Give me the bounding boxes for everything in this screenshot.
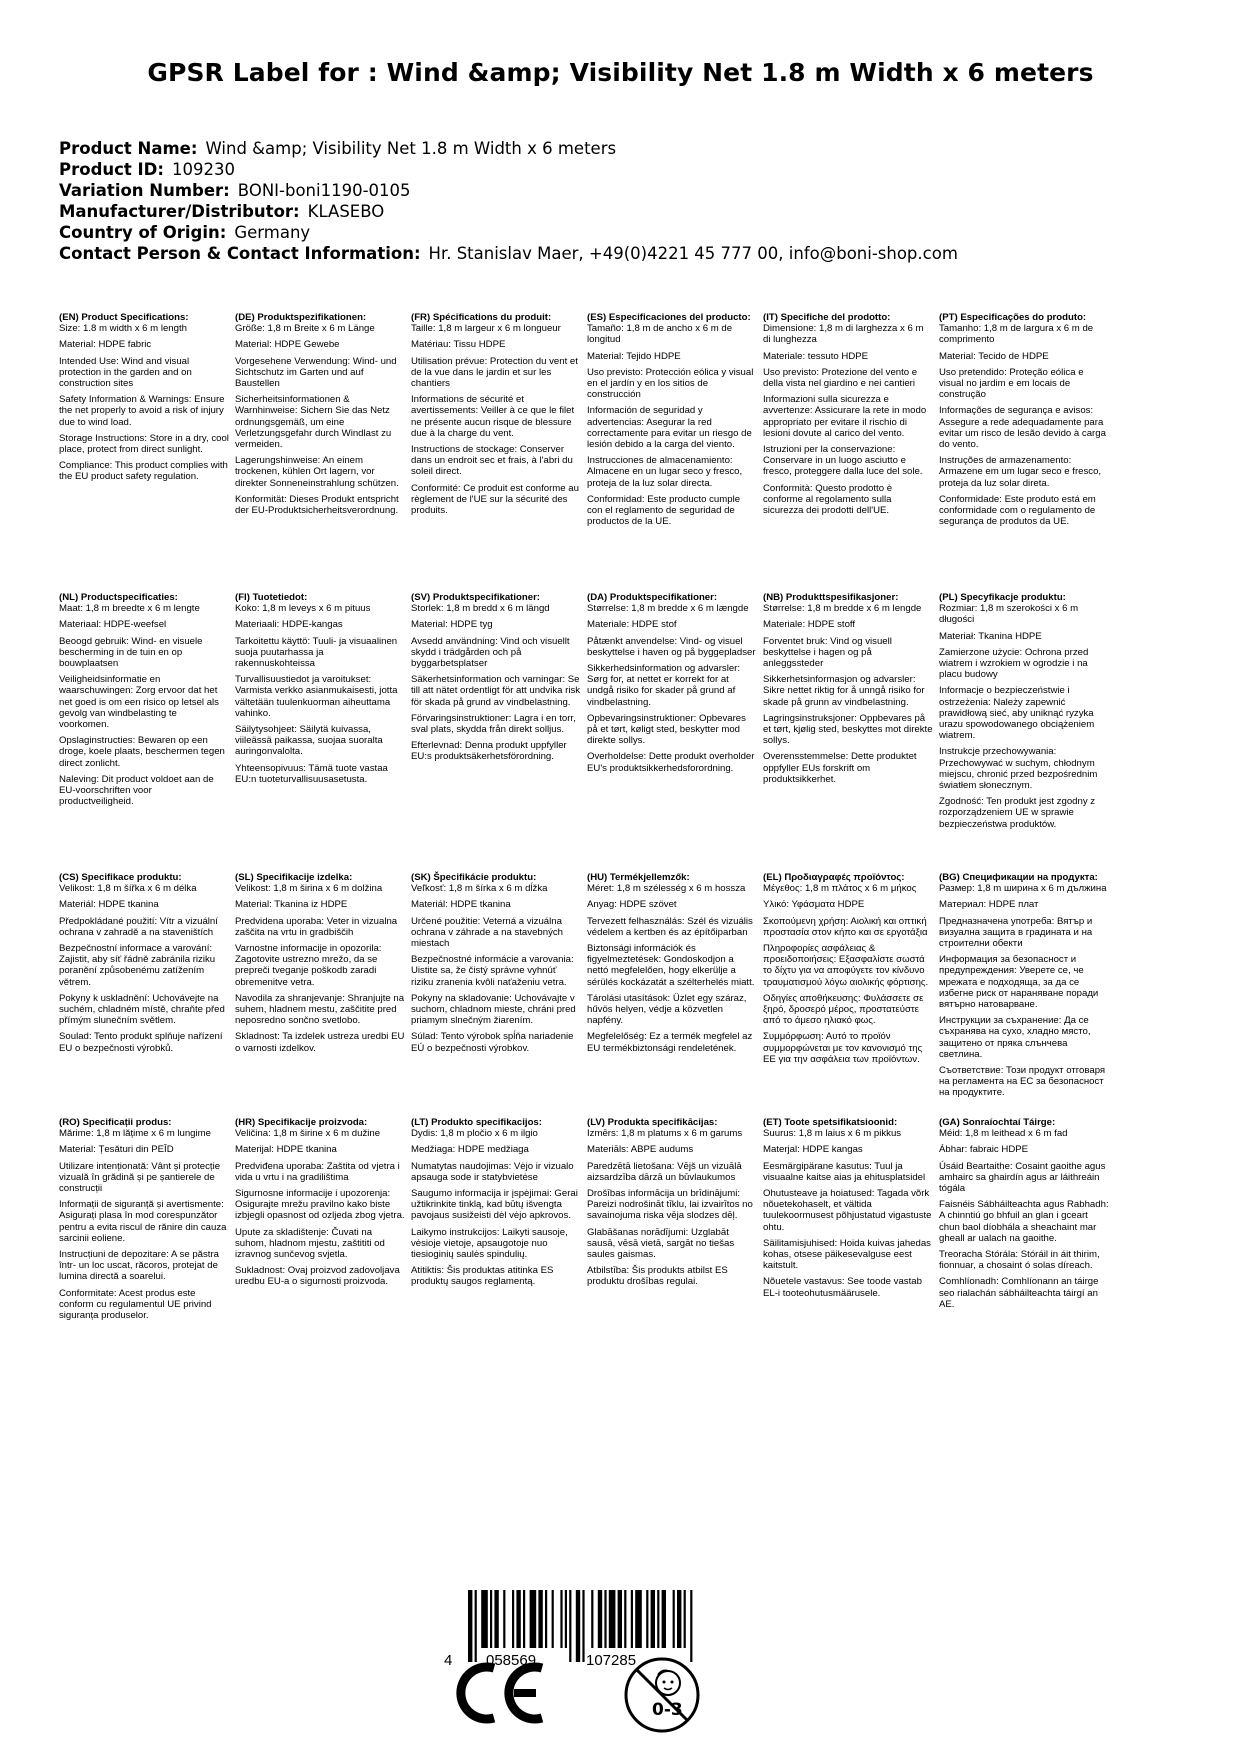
language-paragraph: Conformitate: Acest produs este conform cu regulamentul UE privind siguranța produselor.: [59, 1287, 212, 1322]
barcode-bar: [494, 1590, 498, 1648]
language-paragraph: Predviđena uporaba: Zaštita od vjetra i vida u vrtu i na gradilištima: [235, 1160, 400, 1183]
barcode-digit-3: 107285: [586, 1652, 637, 1669]
info-key: Manufacturer/Distributor:: [59, 202, 300, 221]
language-paragraph: Overensstemmelse: Dette produktet oppfyller EUs forskrift om produktsikkerhet.: [763, 751, 917, 785]
language-block: [939, 592, 1109, 835]
language-paragraph: Materiał: Tkanina HDPE: [939, 630, 1042, 642]
barcode-digit-1: 4: [444, 1652, 453, 1669]
info-value: Hr. Stanislav Maer, +49(0)4221 45 777 00, info@boni-shop.com: [428, 244, 958, 263]
language-paragraph: Informații de siguranță și avertismente: Asigurați plasa în mod corespunzător pentru a evita riscul de rănire din cauza sarcinii eoliene.: [59, 1199, 227, 1244]
language-paragraph: Atitiktis: Šis produktas atitinka ES produktų saugos reglamentą.: [411, 1265, 554, 1288]
barcode-bar: [624, 1590, 626, 1648]
language-paragraph: Utilizare intenționată: Vânt și protecție vizuală în grădină și pe șantierele de construcții: [59, 1160, 221, 1195]
language-paragraph: Opbevaringsinstruktioner: Opbevares på et tørt, køligt sted, beskytter mod direkte sollys.: [587, 712, 746, 747]
language-paragraph: Velikost: 1,8 m šířka x 6 m délka: [59, 883, 197, 895]
barcode-bar: [503, 1590, 505, 1648]
language-paragraph: Instructions de stockage: Conserver dans un endroit sec et frais, à l'abri du soleil direct.: [411, 444, 573, 478]
language-block: [235, 312, 405, 521]
language-paragraph: Uso pretendido: Proteção eólica e visual no jardim e em locais de construção: [939, 366, 1084, 401]
language-block: [235, 872, 405, 1059]
barcode-bar: [618, 1590, 622, 1648]
language-paragraph: Navodila za shranjevanje: Shranjujte na suhem, hladnem mestu, zaščitite pred neposredno sončno svetlobo.: [235, 992, 405, 1027]
language-paragraph: Megfelelőség: Ez a termék megfelel az EU termékbiztonsági rendeletének.: [587, 1031, 753, 1054]
language-paragraph: Οδηγίες αποθήκευσης: Φυλάσσετε σε ξηρό, δροσερό μέρος, προστατεύστε από το άμεσο ηλιακό φως.: [763, 992, 924, 1027]
info-row: [59, 201, 958, 222]
barcode-bar: [662, 1590, 666, 1648]
language-block: [763, 1117, 933, 1304]
language-paragraph: Информация за безопасност и предупреждения: Уверете се, че мрежата е подходяща, за да се избегне риск от нараняване поради вятърно натоварване.: [939, 954, 1099, 1011]
language-paragraph: Material: HDPE tyg: [411, 619, 493, 631]
language-paragraph: Utilisation prévue: Protection du vent et de la vue dans le jardin et sur les chantiers: [411, 355, 578, 390]
barcode-bar: [677, 1590, 681, 1648]
language-paragraph: Safety Information & Warnings: Ensure the net properly to avoid a risk of injury due to wind load.: [59, 394, 225, 428]
language-paragraph: Información de seguridad y advertencias: Asegurar la red correctamente para evitar un riesgo de lesión debido a la carga del viento.: [587, 405, 752, 451]
language-paragraph: Atbilstība: Šis produkts atbilst ES produktu drošības regulai.: [587, 1265, 728, 1288]
language-block: [587, 312, 757, 532]
info-key: Product Name:: [59, 139, 198, 158]
language-paragraph: Materiaali: HDPE-kangas: [235, 619, 343, 631]
language-paragraph: Soulad: Tento produkt splňuje nařízení EU o bezpečnosti výrobků.: [59, 1031, 223, 1054]
barcode-bar: [552, 1590, 554, 1648]
info-value: KLASEBO: [307, 202, 385, 221]
barcode-bar: [490, 1590, 492, 1648]
language-paragraph: Storlek: 1,8 m bredd x 6 m längd: [411, 603, 550, 615]
language-paragraph: Conformidade: Este produto está em conformidade com o regulamento de segurança de produtos da UE.: [939, 493, 1096, 528]
language-heading: (HR) Specifikacije proizvoda:: [235, 1117, 368, 1128]
language-paragraph: Maat: 1,8 m breedte x 6 m lengte: [59, 603, 200, 615]
language-paragraph: Instrukcje przechowywania: Przechowywać w suchym, chłodnym miejscu, chronić przed bezpośrednim światłem słonecznym.: [939, 746, 1098, 792]
language-paragraph: Πληροφορίες ασφάλειας & προειδοποιήσεις: Εξασφαλίστε σωστά το δίχτυ για να αποφύγετε τον κίνδυνο τραυματισμού λόγω αιολικής φόρτισης.: [763, 943, 929, 988]
barcode-bar: [560, 1590, 562, 1648]
info-row: [59, 243, 958, 264]
barcode-bar: [635, 1590, 642, 1648]
language-block: [411, 872, 581, 1059]
language-paragraph: Размер: 1,8 m ширина x 6 m дължина: [939, 883, 1107, 895]
language-paragraph: Méid: 1,8 m leithead x 6 m fad: [939, 1128, 1068, 1140]
language-paragraph: Istruzioni per la conservazione: Conservare in un luogo asciutto e fresco, proteggere dalla luce del sole.: [763, 444, 923, 478]
language-block: [763, 312, 933, 521]
language-paragraph: Rozmiar: 1,8 m szerokości x 6 m długości: [939, 603, 1079, 626]
language-heading: (SK) Špecifikácie produktu:: [411, 872, 537, 883]
language-paragraph: Anyag: HDPE szövet: [587, 899, 677, 911]
age-warning-0-3-icon: [622, 1655, 702, 1735]
language-paragraph: Instrucciones de almacenamiento: Almacene en un lugar seco y fresco, proteja de la luz solar directa.: [587, 455, 743, 489]
language-paragraph: Opslaginstructies: Bewaren op een droge, koele plaats, beschermen tegen direct zonlicht.: [59, 735, 225, 769]
language-heading: (NL) Productspecificaties:: [59, 592, 178, 603]
language-heading: (SL) Specifikacije izdelka:: [235, 872, 353, 883]
language-paragraph: Upute za skladištenje: Čuvati na suhom, hladnom mjestu, zaštititi od izravnog sunčevog svjetla.: [235, 1226, 385, 1261]
language-paragraph: Dydis: 1,8 m pločio x 6 m ilgio: [411, 1128, 538, 1140]
language-paragraph: Veiligheidsinformatie en waarschuwingen: Zorg ervoor dat het net goed is om een risico op letsel als gevolg van windbelasting te voorkomen.: [59, 674, 219, 731]
language-paragraph: Taille: 1,8 m largeur x 6 m longueur: [411, 323, 561, 335]
barcode-bar: [468, 1590, 472, 1662]
language-paragraph: Материал: HDPE плат: [939, 899, 1039, 911]
language-paragraph: Conformità: Questo prodotto è conforme al regolamento sulla sicurezza dei prodotti dell'UE.: [763, 482, 893, 517]
language-paragraph: Størrelse: 1,8 m bredde x 6 m lengde: [763, 603, 922, 615]
language-heading: (PT) Especificações do produto:: [939, 312, 1087, 323]
language-paragraph: Σκοπούμενη χρήση: Αιολική και οπτική προστασία στον κήπο και σε εργοτάξια: [763, 915, 928, 938]
barcode-bar: [631, 1590, 633, 1648]
language-paragraph: Съответствие: Този продукт отговаря на регламента на ЕС за безопасност на продуктите.: [939, 1065, 1106, 1099]
language-block: [235, 1117, 405, 1293]
barcode-bar: [565, 1590, 567, 1648]
language-paragraph: Uso previsto: Protección eólica y visual en el jardín y en los sitios de construcción: [587, 366, 754, 401]
language-paragraph: Saugumo informacija ir įspėjimai: Gerai užtikrinkite tinklą, kad būtų išvengta pavojaus susižeisti dėl vėjo apkrovos.: [411, 1188, 578, 1222]
language-paragraph: Tarkoitettu käyttö: Tuuli- ja visuaalinen suoja puutarhassa ja rakennuskohteissa: [235, 635, 398, 670]
product-info: [59, 138, 958, 264]
language-paragraph: Предназначена употреба: Вятър и визуална защита в градината и на строителни обекти: [939, 915, 1093, 950]
language-paragraph: Veľkosť: 1,8 m šírka x 6 m dĺžka: [411, 883, 548, 895]
barcode-bar: [651, 1590, 655, 1648]
language-block: [235, 592, 405, 790]
language-paragraph: Méret: 1,8 m szélesség x 6 m hossza: [587, 883, 746, 895]
language-paragraph: Tamanho: 1,8 m de largura x 6 m de comprimento: [939, 323, 1094, 346]
language-paragraph: Koko: 1,8 m leveys x 6 m pituus: [235, 603, 371, 615]
language-paragraph: Tamaño: 1,8 m de ancho x 6 m de longitud: [587, 323, 733, 346]
language-paragraph: Material: HDPE fabric: [59, 339, 152, 351]
language-block: [939, 872, 1109, 1104]
language-heading: (FR) Spécifications du produit:: [411, 312, 552, 323]
language-paragraph: Sikkerhetsinformasjon og advarsler: Sikre nettet riktig for å unngå risiko for skade på grunn av vindbelastning.: [763, 674, 925, 708]
language-paragraph: Izmērs: 1,8 m platums x 6 m garums: [587, 1128, 743, 1140]
page-title: GPSR Label for : Wind &amp; Visibility Net 1.8 m Width x 6 meters: [147, 58, 1094, 87]
language-block: [587, 592, 757, 779]
language-block: [59, 1117, 229, 1326]
language-paragraph: Informations de sécurité et avertissements: Veiller à ce que le filet ne présente aucun risque de blessure due à la charge du vent.: [411, 394, 575, 439]
language-heading: (LV) Produkta specifikācijas:: [587, 1117, 718, 1128]
language-block: [59, 312, 229, 488]
language-paragraph: Uso previsto: Protezione del vento e della vista nel giardino e nei cantieri: [763, 366, 918, 390]
language-paragraph: Súlad: Tento výrobok spĺňa nariadenie EÚ o bezpečnosti výrobkov.: [411, 1031, 574, 1054]
language-heading: (DA) Produktspecifikationer:: [587, 592, 718, 603]
language-paragraph: Size: 1.8 m width x 6 m length: [59, 323, 187, 335]
language-paragraph: Materiál: HDPE tkanina: [59, 899, 159, 911]
info-value: Wind &amp; Visibility Net 1.8 m Width x 6 meters: [205, 139, 617, 158]
language-paragraph: Suurus: 1,8 m laius x 6 m pikkus: [763, 1128, 902, 1140]
barcode-bar: [475, 1590, 477, 1662]
language-paragraph: Förvaringsinstruktioner: Lagra i en torr, sval plats, skydda från direkt solljus.: [411, 712, 576, 736]
language-paragraph: Materijal: HDPE tkanina: [235, 1144, 337, 1156]
language-paragraph: Dimensione: 1,8 m di larghezza x 6 m di lunghezza: [763, 323, 924, 346]
language-paragraph: Materjal: HDPE kangas: [763, 1144, 863, 1156]
language-paragraph: Forventet bruk: Vind og visuell beskyttelse i hagen og på anleggssteder: [763, 635, 892, 670]
barcode-bar: [598, 1590, 602, 1648]
language-paragraph: Pokyny na skladovanie: Uchovávajte v suchom, chladnom mieste, chráni pred priamym slnečným žiarením.: [411, 992, 576, 1027]
language-paragraph: Material: HDPE Gewebe: [235, 339, 340, 351]
language-paragraph: Materiale: HDPE stoff: [763, 619, 856, 631]
language-block: [939, 312, 1109, 532]
barcode-bar: [481, 1590, 488, 1648]
language-paragraph: Säilitamisjuhised: Hoida kuivas jahedas kohas, otsese päikesevalguse eest kaitstult.: [763, 1237, 931, 1272]
language-block: [763, 872, 933, 1070]
language-paragraph: Efterlevnad: Denna produkt uppfyller EU:s produktsäkerhetsförordning.: [411, 740, 567, 763]
language-paragraph: Mărime: 1,8 m lățime x 6 m lungime: [59, 1128, 211, 1140]
language-paragraph: Zamierzone użycie: Ochrona przed wiatrem i wzrokiem w ogrodzie i na placu budowy: [939, 646, 1089, 681]
language-heading: (SV) Produktspecifikationer:: [411, 592, 541, 603]
language-paragraph: Skladnost: Ta izdelek ustreza uredbi EU o varnosti izdelkov.: [235, 1031, 405, 1054]
language-paragraph: Vorgesehene Verwendung: Wind- und Sichtschutz im Garten und auf Baustellen: [235, 355, 397, 390]
language-block: [587, 1117, 757, 1293]
language-paragraph: Laikymo instrukcijos: Laikyti sausoje, vėsioje vietoje, apsaugotoje nuo tiesioginių saulės spindulių.: [411, 1226, 568, 1261]
language-paragraph: Materiál: HDPE tkanina: [411, 899, 511, 911]
language-paragraph: Säilytysohjeet: Säilytä kuivassa, viileässä paikassa, suojaa suoralta auringonvalolta.: [235, 724, 383, 758]
barcode-bar: [657, 1590, 659, 1648]
language-paragraph: Υλικό: Υφάσματα HDPE: [763, 899, 865, 911]
barcode-bar: [545, 1590, 547, 1648]
language-paragraph: Konformität: Dieses Produkt entspricht der EU-Produktsicherheitsverordnung.: [235, 493, 399, 517]
language-paragraph: Intended Use: Wind and visual protection in the garden and on construction sites: [59, 355, 192, 390]
language-block: [411, 592, 581, 768]
language-paragraph: Sigurnosne informacije i upozorenja: Osigurajte mrežu pravilno kako biste izbjegli opasnost od ozljeda zbog vjetra.: [235, 1188, 405, 1222]
language-paragraph: Conformité: Ce produit est conforme au règlement de l'UE sur la sécurité des produits.: [411, 482, 579, 517]
language-paragraph: Zgodność: Ten produkt jest zgodny z rozporządzeniem UE w sprawie bezpieczeństwa produktów.: [939, 796, 1096, 830]
language-paragraph: Comhlíonadh: Comhlíonann an táirge seo rialachán sábháilteachta táirgí an AE.: [939, 1276, 1099, 1310]
language-block: [411, 312, 581, 521]
barcode-bar: [530, 1590, 537, 1648]
language-heading: (IT) Specifiche del prodotto:: [763, 312, 891, 323]
barcode-bar: [576, 1590, 580, 1662]
language-paragraph: Storage Instructions: Store in a dry, cool place, protect from direct sunlight.: [59, 432, 229, 456]
language-paragraph: Drošības informācija un brīdinājumi: Pareizi nodrošināt tīklu, lai izvairītos no savainojuma riska vēja slodzes dēļ.: [587, 1188, 753, 1222]
language-paragraph: Paredzētā lietošana: Vējš un vizuālā aizsardzība dārzā un būvlaukumos: [587, 1160, 742, 1183]
barcode-bar: [569, 1590, 571, 1662]
language-paragraph: Eesmärgipärane kasutus: Tuul ja visuaalne kaitse aias ja ehitusplatsidel: [763, 1160, 926, 1183]
info-row: [59, 222, 958, 243]
language-paragraph: Tervezett felhasználás: Szél és vizuális védelem a kertben és az építőiparban: [587, 915, 753, 938]
language-paragraph: Medžiaga: HDPE medžiaga: [411, 1144, 529, 1156]
language-paragraph: Treoracha Stórála: Stóráil in áit thirim, fionnuar, a chosaint ó solas díreach.: [939, 1249, 1100, 1272]
info-row: [59, 138, 958, 159]
barcode-bar: [582, 1590, 584, 1662]
barcode-bar: [516, 1590, 520, 1648]
language-paragraph: Predvidena uporaba: Veter in vizualna zaščita na vrtu in gradbiščih: [235, 915, 398, 938]
barcode-bar: [591, 1590, 593, 1648]
language-heading: (PL) Specyfikacje produktu:: [939, 592, 1066, 603]
language-paragraph: Beoogd gebruik: Wind- en visuele bescherming in de tuin en op bouwplaatsen: [59, 635, 203, 670]
info-key: Country of Origin:: [59, 223, 227, 242]
language-paragraph: Matériau: Tissu HDPE: [411, 339, 506, 351]
language-paragraph: Velikost: 1,8 m širina x 6 m dolžina: [235, 883, 383, 895]
language-paragraph: Lagringsinstruksjoner: Oppbevares på et tørt, kjølig sted, beskyttes mot direkte sollys.: [763, 712, 933, 747]
language-paragraph: Material: Tejido HDPE: [587, 350, 681, 362]
language-heading: (ES) Especificaciones del producto:: [587, 312, 751, 323]
language-heading: (FI) Tuotetiedot:: [235, 592, 308, 603]
info-value: Germany: [234, 223, 311, 242]
info-key: Variation Number:: [59, 181, 230, 200]
info-key: Contact Person & Contact Information:: [59, 244, 421, 263]
language-block: [59, 592, 229, 812]
language-paragraph: Ohutusteave ja hoiatused: Tagada võrk nõuetekohaselt, et vältida tuulekoormusest põhjustatud vigastuste ohtu.: [763, 1188, 932, 1233]
language-paragraph: Sicherheitsinformationen & Warnhinweise: Sichern Sie das Netz ordnungsgemäß, um eine Verletzungsgefahr durch Windlast zu vermeiden.: [235, 394, 392, 451]
language-paragraph: Yhteensopivuus: Tämä tuote vastaa EU:n tuoteturvallisuusasetusta.: [235, 762, 388, 785]
language-paragraph: Material: Tecido de HDPE: [939, 350, 1049, 362]
language-paragraph: Materiale: tessuto HDPE: [763, 350, 869, 362]
language-paragraph: Naleving: Dit product voldoet aan de EU-voorschriften voor productveiligheid.: [59, 773, 214, 808]
barcode-bar: [604, 1590, 606, 1648]
language-heading: (RO) Specificații produs:: [59, 1117, 172, 1128]
language-heading: (LT) Produkto specifikacijos:: [411, 1117, 542, 1128]
info-key: Product ID:: [59, 160, 164, 179]
language-paragraph: Ábhar: fabraic HDPE: [939, 1144, 1029, 1156]
language-heading: (EL) Προδιαγραφές προϊόντος:: [763, 872, 905, 883]
language-paragraph: Overholdelse: Dette produkt overholder EU's produktsikkerhedsforordning.: [587, 751, 755, 774]
language-paragraph: Bezpečnostné informácie a varovania: Uistite sa, že čistý správne vyhnúť riziku zranenia kvôli naťaženiu vetra.: [411, 954, 574, 988]
language-heading: (DE) Produktspezifikationen:: [235, 312, 367, 323]
language-paragraph: Lagerungshinweise: An einem trockenen, kühlen Ort lagern, vor direkter Sonneneinstrahlung schützen.: [235, 455, 399, 489]
language-heading: (NB) Produkttspesifikasjoner:: [763, 592, 899, 603]
language-paragraph: Sukladnost: Ovaj proizvod zadovoljava uredbu EU-a o sigurnosti proizvoda.: [235, 1265, 400, 1288]
language-paragraph: Materiāls: ABPE audums: [587, 1144, 694, 1156]
language-paragraph: Größe: 1,8 m Breite x 6 m Länge: [235, 323, 375, 335]
barcode-bar: [684, 1590, 686, 1648]
info-row: [59, 159, 958, 180]
info-value: 109230: [171, 160, 235, 179]
language-heading: (CS) Specifikace produktu:: [59, 872, 182, 883]
info-value: BONI-boni1190-0105: [237, 181, 411, 200]
barcode-digit-2: 058569: [486, 1652, 537, 1669]
language-block: [763, 592, 933, 790]
barcode-bar: [690, 1590, 692, 1662]
barcode-bar: [512, 1590, 514, 1648]
language-paragraph: Material: Tkanina iz HDPE: [235, 899, 348, 911]
language-paragraph: Størrelse: 1,8 m bredde x 6 m længde: [587, 603, 749, 615]
language-paragraph: Påtænkt anvendelse: Vind- og visuel beskyttelse i haven og på byggepladser: [587, 635, 756, 658]
language-paragraph: Instruções de armazenamento: Armazene em um lugar seco e fresco, proteja da luz solar direta.: [939, 455, 1102, 489]
language-block: [411, 1117, 581, 1293]
language-paragraph: Varnostne informacije in opozorila: Zagotovite ustrezno mrežo, da se prepreči tveganje poškodb zaradi obremenitve vetra.: [235, 943, 382, 988]
barcode-bar: [673, 1590, 675, 1648]
language-paragraph: Numatytas naudojimas: Vėjo ir vizualo apsauga sode ir statybvietėse: [411, 1160, 574, 1183]
language-paragraph: Materiale: HDPE stof: [587, 619, 677, 631]
language-paragraph: Sikkerhedsinformation og advarsler: Sørg for, at nettet er korrekt for at undgå risiko for skader på grund af vindbelastning.: [587, 663, 741, 708]
language-paragraph: Säkerhetsinformation och varningar: Se till att nätet ordentligt för att undvika risk för skada på grund av vindbelastning.: [411, 674, 581, 708]
language-paragraph: Conformidad: Este producto cumple con el reglamento de seguridad de productos de la UE.: [587, 493, 741, 528]
language-paragraph: Určené použitie: Veterná a vizuálna ochrana v záhrade a na stavebných miestach: [411, 915, 564, 950]
barcode-bar: [646, 1590, 648, 1648]
language-paragraph: Bezpečnostní informace a varování: Zajistit, aby síť řádně zabránila riziku poranění způsobenému zatížením větrem.: [59, 943, 216, 988]
language-paragraph: Tárolási utasítások: Üzlet egy száraz, hűvös helyen, védje a közvetlen napfény.: [587, 992, 747, 1027]
language-paragraph: Informações de segurança e avisos: Assegure a rede adequadamente para evitar um risco de lesão devido à carga do vento.: [939, 405, 1106, 451]
info-row: [59, 180, 958, 201]
language-paragraph: Úsáid Beartaithe: Cosaint gaoithe agus amhairc sa ghairdín agus ar láithreáin tógála: [939, 1160, 1106, 1195]
language-heading: (EN) Product Specifications:: [59, 312, 189, 323]
language-paragraph: Turvallisuustiedot ja varoitukset: Varmista verkko asianmukaisesti, jotta vältetään tuulenkuorman aiheuttama vahinko.: [235, 674, 398, 719]
language-paragraph: Faisnéis Sábháilteachta agus Rabhadh: A chinntiú go bhfuil an glan i gceart chun baol díobhála a sheachaint mar gheall ar ualach na gaoithe.: [939, 1199, 1109, 1244]
language-paragraph: Συμμόρφωση: Αυτό το προϊόν συμμορφώνεται με τον κανονισμό της ΕΕ για την ασφάλεια των προϊόντων.: [763, 1031, 923, 1065]
language-paragraph: Informazioni sulla sicurezza e avvertenze: Assicurare la rete in modo appropriato per evitare il rischio di lesioni dovute al carico del vento.: [763, 394, 927, 439]
barcode-bar: [609, 1590, 616, 1648]
language-heading: (HU) Termékjellemzők:: [587, 872, 690, 883]
barcode-bar: [523, 1590, 525, 1648]
language-paragraph: Compliance: This product complies with the EU product safety regulation.: [59, 460, 228, 483]
age-label: 0-3: [652, 1700, 683, 1720]
language-block: [59, 872, 229, 1059]
language-paragraph: Инструкции за съхранение: Да се съхранява на сухо, хладно място, защитено от пряка слънчева светлина.: [939, 1015, 1091, 1060]
language-paragraph: Veličina: 1,8 m širine x 6 m dužine: [235, 1128, 381, 1140]
language-block: [587, 872, 757, 1059]
language-paragraph: Glabāšanas norādījumi: Uzglabāt sausā, vēsā vietā, sargāt no tiešas saules gaismas.: [587, 1226, 735, 1261]
language-block: [939, 1117, 1109, 1315]
language-paragraph: Instrucțiuni de depozitare: A se păstra într- un loc uscat, răcoros, protejat de lumina directă a soarelui.: [59, 1249, 219, 1283]
language-paragraph: Μέγεθος: 1,8 m πλάτος x 6 m μήκος: [763, 883, 917, 895]
language-heading: (ET) Toote spetsifikatsioonid:: [763, 1117, 898, 1128]
ce-mark-icon: [450, 1660, 550, 1726]
language-paragraph: Material: Țesături din PEÎD: [59, 1144, 174, 1156]
language-paragraph: Informacje o bezpieczeństwie i ostrzeżenia: Należy zapewnić prawidłową sieć, aby uniknąć ryzyka urazu spowodowanego obciążeniem wiatrem.: [939, 685, 1095, 742]
language-paragraph: Předpokládané použití: Vítr a vizuální ochrana v zahradě a na staveništích: [59, 915, 218, 938]
language-paragraph: Nõuetele vastavus: See toode vastab EL-i tooteohutusmäärusele.: [763, 1276, 922, 1299]
language-paragraph: Avsedd användning: Vind och visuellt skydd i trädgården och på byggarbetsplatser: [411, 635, 570, 670]
barcode-bar: [538, 1590, 542, 1648]
language-paragraph: Pokyny k uskladnění: Uchovávejte na suchém, chladném místě, chraňte před přímým slunečním světlem.: [59, 992, 225, 1027]
language-paragraph: Materiaal: HDPE-weefsel: [59, 619, 167, 631]
language-paragraph: Biztonsági információk és figyelmeztetések: Gondoskodjon a nettó megfelelően, hogy elkerülje a sérülés kockázatát a szélterhelés miatt.: [587, 943, 755, 988]
language-heading: (GA) Sonraíochtaí Táirge:: [939, 1117, 1056, 1128]
language-heading: (BG) Спецификации на продукта:: [939, 872, 1098, 883]
